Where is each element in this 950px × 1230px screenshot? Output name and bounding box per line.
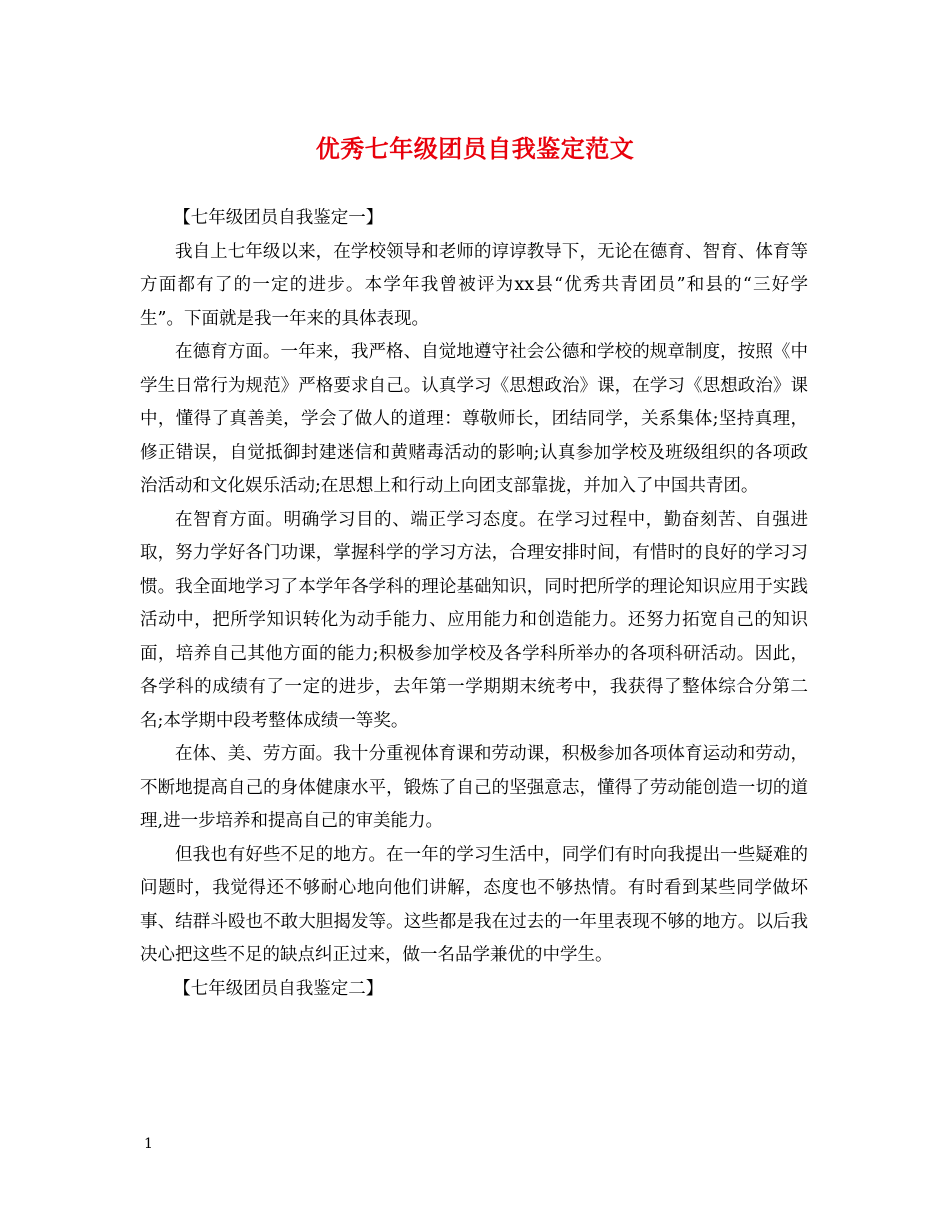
paragraph: 在智育方面。明确学习目的、端正学习态度。在学习过程中，勤奋刻苦、自强进取，努力学好各门功课，掌握科学的学习方法，合理安排时间，有惜时的良好的学习习惯。我全面地学习了本学年各学科的理论基础知识，同时把所学的理论知识应用于实践活动中，把所学知识转化为动手能力、应用能力和创造能力。还努力拓宽自己的知识面，培养自己其他方面的能力;积极参加学校及各学科所举办的各项科研活动。因此，各学科的成绩有了一定的进步，去年第一学期期末统考中，我获得了整体综合分第二名;本学期中段考整体成绩一等奖。 [140,509,808,731]
document-title: 优秀七年级团员自我鉴定范文 [315,134,635,163]
paragraph: 在体、美、劳方面。我十分重视体育课和劳动课，积极参加各项体育运动和劳动，不断地提高自己的身体健康水平，锻炼了自己的坚强意志，懂得了劳动能创造一切的道理,进一步培养和提高自己的审美能力。 [140,744,808,831]
document-body [140,202,808,1006]
section-heading: 【七年级团员自我鉴定二】 [173,978,384,999]
section-heading: 【七年级团员自我鉴定一】 [173,208,384,228]
paragraph: 但我也有好些不足的地方。在一年的学习生活中，同学们有时向我提出一些疑难的问题时，我觉得还不够耐心地向他们讲解，态度也不够热情。有时看到某些同学做坏事、结群斗殴也不敢大胆揭发等。这些都是我在过去的一年里表现不够的地方。以后我决心把这些不足的缺点纠正过来，做一名品学兼优的中学生。 [140,844,808,965]
paragraph: 我自上七年级以来，在学校领导和老师的谆谆教导下，无论在德育、智育、体育等方面都有了的一定的进步。本学年我曾被评为xx县“优秀共青团员”和县的“三好学生”。下面就是我一年来的具体表现。 [140,241,808,329]
page-number: 1 [144,1136,153,1152]
paragraph: 在德育方面。一年来，我严格、自觉地遵守社会公德和学校的规章制度，按照《中学生日常行为规范》严格要求自己。认真学习《思想政治》课，在学习《思想政治》课中，懂得了真善美，学会了做人的道理：尊敬师长，团结同学，关系集体;坚持真理，修正错误，自觉抵御封建迷信和黄赌毒活动的影响;认真参加学校及班级组织的各项政治活动和文化娱乐活动;在思想上和行动上向团支部靠拢，并加入了中国共青团。 [140,342,808,496]
